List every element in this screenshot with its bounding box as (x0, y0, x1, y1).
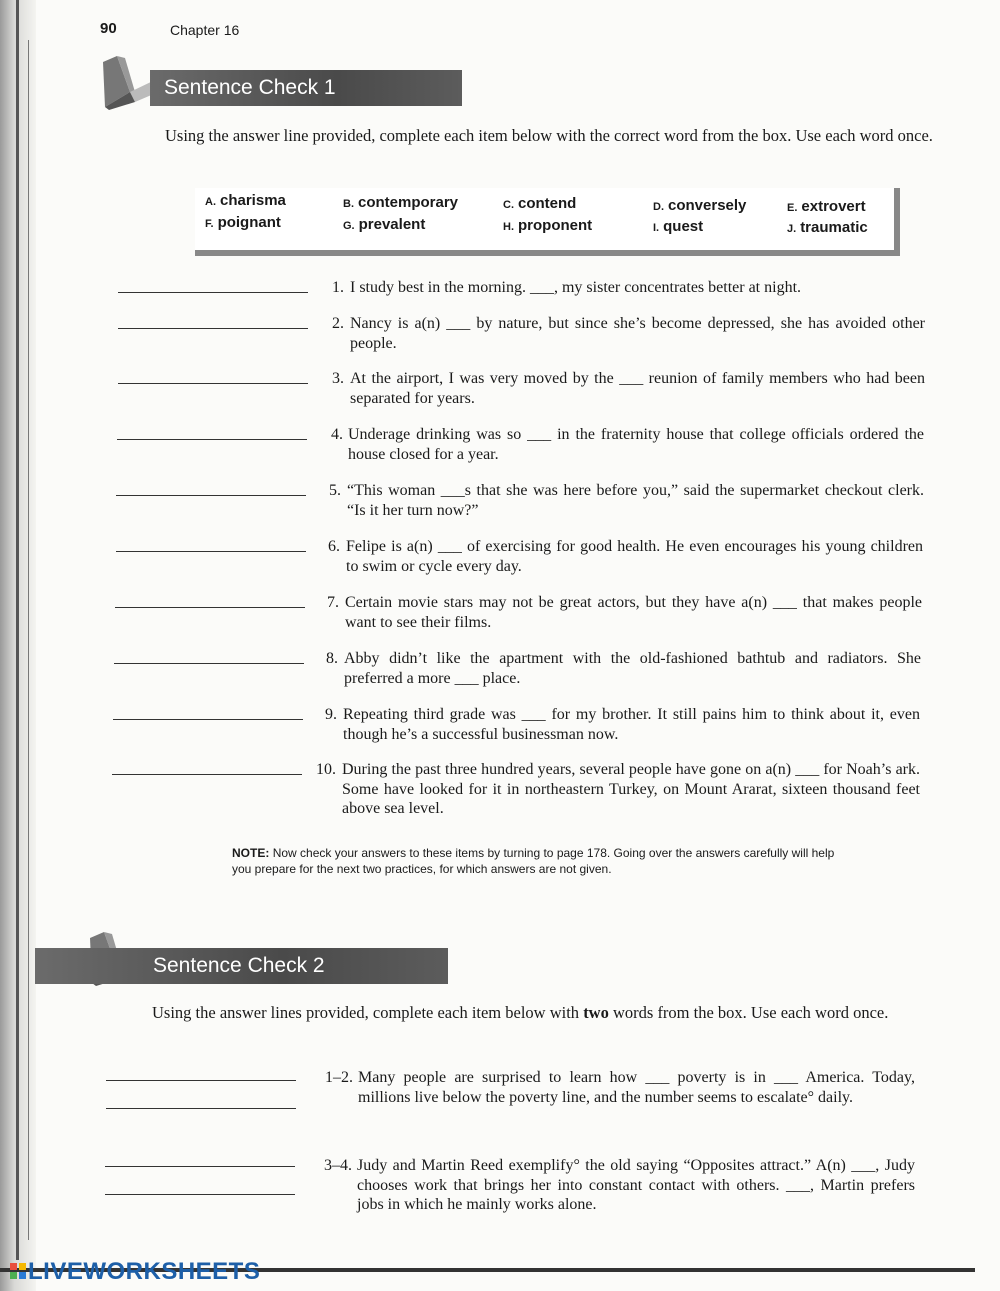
question-text: Certain movie stars may not be great actors, but they have a(n) ___ that makes people want to see their films. (345, 594, 922, 631)
answer-line[interactable] (117, 439, 307, 440)
note-text: Now check your answers to these items by turning to page 178. Going over the answers carefully will help you prepare for the next two practices, for which answers are not given. (232, 846, 835, 876)
liveworksheets-logo: LIVEWORKSHEETS (28, 1258, 261, 1285)
question-text: “This woman ___s that she was here before you,” said the supermarket checkout clerk. “Is it her turn now?” (347, 482, 924, 519)
question-text: Felipe is a(n) ___ of exercising for good health. He even encourages his young children to swim or cycle every day. (346, 538, 923, 575)
answer-line[interactable] (105, 1194, 295, 1195)
answer-line[interactable] (118, 328, 308, 329)
section-2-instructions: Using the answer lines provided, complete each item below with two words from the box. Use each word once. (152, 1003, 889, 1022)
section-1-instructions: Using the answer line provided, complete each item below with the correct word from the box. Use each word once. (165, 126, 933, 145)
question-text: Repeating third grade was ___ for my brother. It still pains him to think about it, even though he’s a successful businessman now. (343, 706, 920, 743)
word-box (195, 188, 900, 256)
note-label: NOTE: (232, 846, 270, 860)
question-number: 4. (331, 426, 343, 443)
answer-line[interactable] (106, 1108, 296, 1109)
answer-line[interactable] (118, 292, 308, 293)
word-option: C. contend (503, 195, 577, 212)
question-number: 1. (332, 279, 344, 296)
word-option: F. poignant (205, 214, 281, 231)
question-text: Many people are surprised to learn how ___ poverty is in ___ America. Today, millions live below the poverty line, and the number seems to escalate° daily. (358, 1069, 915, 1106)
question-number: 7. (327, 594, 339, 611)
question-number: 3–4. (324, 1157, 352, 1174)
question-text: Abby didn’t like the apartment with the old-fashioned bathtub and radiators. She preferred a more ___ place. (344, 650, 921, 687)
answer-line[interactable] (114, 663, 304, 664)
question-number: 5. (329, 482, 341, 499)
spine-line (28, 40, 29, 1240)
word-option: E. extrovert (787, 198, 866, 215)
question-text: During the past three hundred years, several people have gone on a(n) ___ for Noah’s ark. Some have looked for it in northeastern Turkey, on Mount Ararat, sixteen thousand feet above sea level. (342, 761, 920, 817)
question-number: 9. (325, 706, 337, 723)
word-option: I. quest (653, 218, 704, 235)
word-option: A. charisma (205, 192, 286, 209)
answer-line[interactable] (115, 607, 305, 608)
question-number: 10. (316, 761, 336, 778)
question-number: 1–2. (325, 1069, 353, 1086)
answer-line[interactable] (113, 719, 303, 720)
answer-line[interactable] (116, 495, 306, 496)
word-option: B. contemporary (343, 194, 459, 211)
question-text: Judy and Martin Reed exemplify° the old saying “Opposites attract.” A(n) ___, Judy chooses work that brings her into constant contact with others. ___, Martin prefers jobs in which he mainly works alone. (357, 1157, 915, 1213)
answer-line[interactable] (112, 774, 302, 775)
question-number: 6. (328, 538, 340, 555)
section-1-banner (150, 70, 462, 106)
word-option: J. traumatic (787, 219, 868, 236)
answer-line[interactable] (105, 1166, 295, 1167)
question-number: 8. (326, 650, 338, 667)
chapter-title: Chapter 16 (170, 22, 240, 38)
section-1-title: Sentence Check 1 (164, 76, 336, 99)
spine-line (16, 0, 19, 1260)
answer-line[interactable] (118, 383, 308, 384)
section-2-banner (35, 948, 448, 984)
word-option: G. prevalent (343, 216, 426, 233)
page-number: 90 (100, 20, 117, 37)
answer-line[interactable] (106, 1080, 296, 1081)
word-option: D. conversely (653, 197, 747, 214)
note (232, 845, 852, 877)
question-text: Nancy is a(n) ___ by nature, but since she’s become depressed, she has avoided other people. (350, 315, 925, 352)
answer-line[interactable] (116, 551, 306, 552)
question-text: I study best in the morning. ___, my sister concentrates better at night. (350, 279, 802, 296)
question-text: At the airport, I was very moved by the ___ reunion of family members who had been separated for years. (350, 370, 925, 407)
liveworksheets-mark-icon (10, 1263, 26, 1279)
question-number: 3. (332, 370, 344, 387)
word-option: H. proponent (503, 217, 593, 234)
question-number: 2. (332, 315, 344, 332)
question-text: Underage drinking was so ___ in the fraternity house that college officials ordered the house closed for a year. (348, 426, 924, 463)
section-2-title: Sentence Check 2 (153, 954, 325, 977)
